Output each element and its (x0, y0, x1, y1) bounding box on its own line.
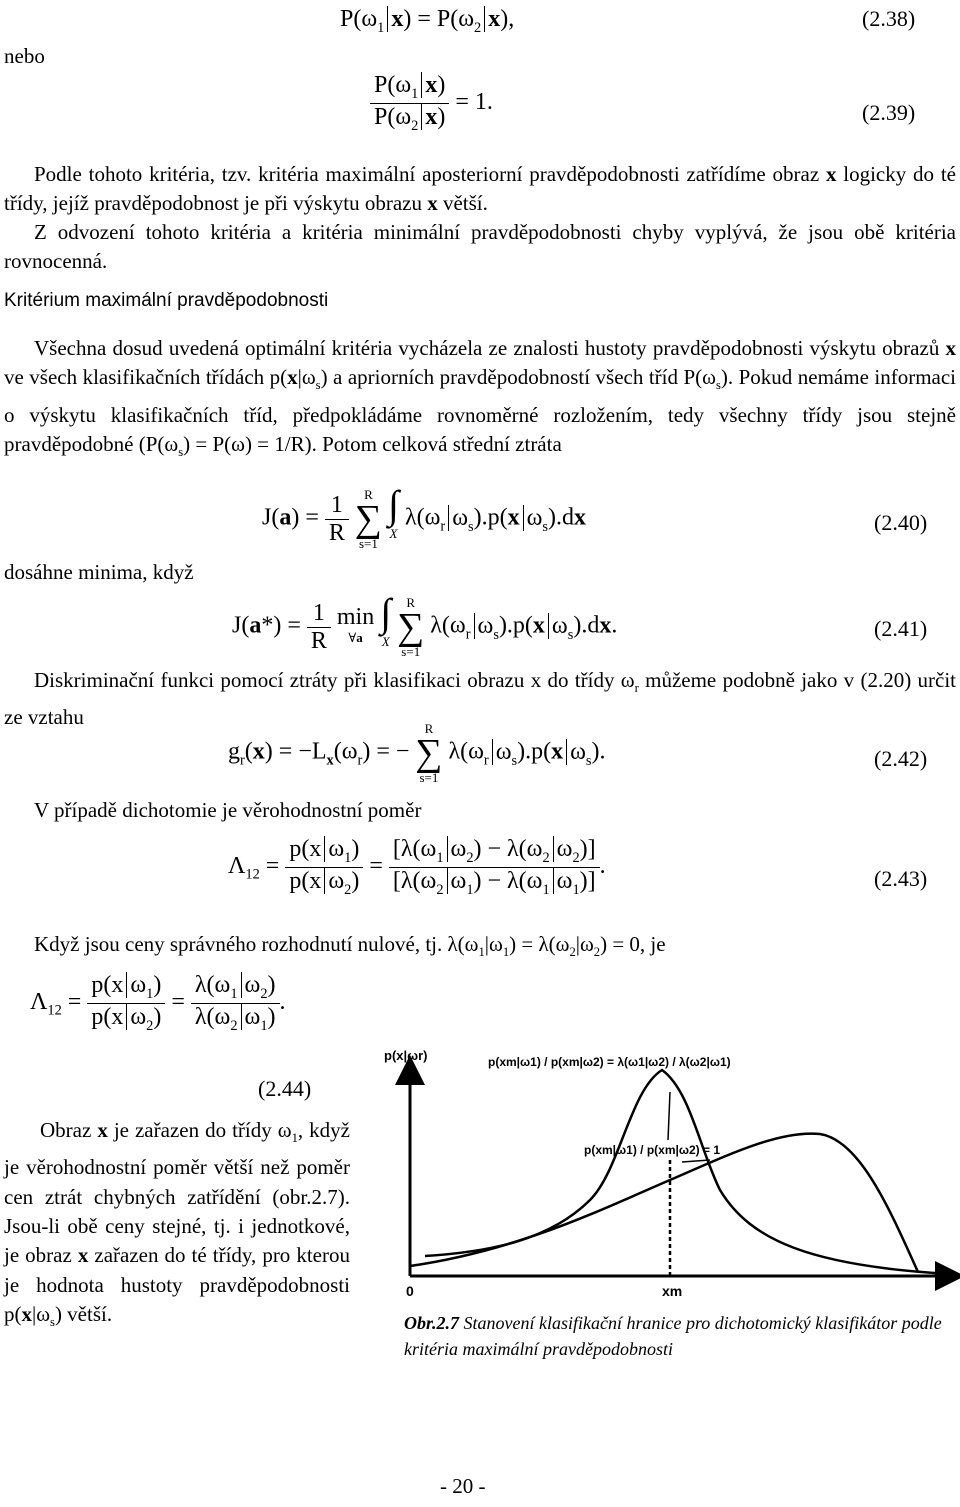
between-text: dosáhne minima, když (4, 560, 194, 584)
figure-y-label: p(x|ωr) (384, 1048, 428, 1063)
paragraph-decision: Obraz x je zařazen do třídy $\omega_1$, když je věrohodnostní poměr větší než poměr cen ztrát chybných zatřídění (obr.2.7). Jsou-li obě ceny stejné, tj. i jednotkové, je obraz x zařazen do té třídy, pro kterou je hodnota hustoty pravděpodobnosti $p(x|\omega_s)$ větší. (4, 1118, 350, 1330)
figure-ratio-top: p(xm|ω1) / p(xm|ω2) = λ(ω1|ω2) / λ(ω2|ω1) (488, 1055, 731, 1069)
equation-2-38: $P(\omega_1$ $x) = P(\omega_2$ x), (340, 6, 515, 36)
equation-number-2-39: (2.39) (862, 100, 916, 125)
figure-caption (404, 1310, 944, 1362)
paragraph-equivalence: Z odvození tohoto kritéria a kritéria minimální pravděpodobnosti chyby vyplývá, že jsou obě kritéria rovnocenná. (4, 220, 956, 274)
figure-caption-text: Stanovení klasifikační hranice pro dichotomický klasifikátor podle kritéria maximální pravděpodobnosti (404, 1313, 942, 1359)
paragraph-map-criterion: Podle tohoto kritéria, tzv. kritéria maximální aposteriorní pravděpodobnosti zatřídíme obraz x logicky do té třídy, jejíž pravděpodobnost je při výskytu obrazu x větší. (4, 162, 956, 216)
equation-2-44: $\Lambda_{12}$ = $\frac{p(x \omega_1)}{p(x \omega_2)}$ = $\frac{\lambda(\omega_1 \omega_2)}{\lambda(\omega_2 \omega_1)}$ . (30, 972, 286, 1034)
nebo-label: nebo (4, 44, 45, 68)
equation-2-39: $\frac{P(\omega_1 x)}{P(\omega_2 x)}$ = 1. (370, 72, 493, 135)
figure-origin: 0 (406, 1283, 414, 1299)
equation-number-2-44: (2.44) (258, 1076, 312, 1101)
figure-2-7 (370, 1030, 960, 1300)
equation-2-40: J(a) = $\frac{1}{R}$ R ∑ s=1 ∫ X $\lambda(\omega_r$ $\omega_s).p(x$ $\omega_s).dx$ (262, 481, 586, 551)
equation-number-2-43: (2.43) (874, 866, 928, 891)
equation-2-41: J(a*) = $\frac{1}{R}$ min ∀a ∫ X R ∑ s=1 $\lambda(\omega_r$ $\omega_s).p(x$ $\omega_s).dx$. (232, 589, 618, 659)
paragraph-max-likelihood: Všechna dosud uvedená optimální kritéria vycházela ze znalosti hustoty pravděpodobnosti výskytu obrazů x ve všech klasifikačních třídách $p(x|\omega_s)$ a apriorních pravděpodobností všech tříd $P(\omega_s)$. Pokud nemáme informaci o výskytu klasifikačních tříd, předpokládáme rovnoměrné rozložením, tedy všechny třídy jsou stejně pravděpodobné $(P(\omega_s) = P(\omega) = 1/R)$. Potom celková střední ztráta (4, 336, 957, 460)
equation-number-2-42: (2.42) (874, 746, 928, 771)
figure-xm-label: xm (662, 1283, 683, 1299)
equation-number-2-41: (2.41) (874, 616, 928, 641)
paragraph-zero-costs: Když jsou ceny správného rozhodnutí nulové, tj. $\lambda(\omega_1|\omega_1) = \lambda(\omega_2|\omega_2) = 0$, je (34, 932, 666, 960)
figure-ratio-bottom: p(xm|ω1) / p(xm|ω2) = 1 (584, 1143, 721, 1157)
equation-2-43: $\Lambda_{12}$ = $\frac{p(x \omega_1)}{p(x \omega_2)}$ = $\frac{[\lambda(\omega_1 \omega_2) - \lambda(\omega_2 \omega_2)]}{[\lambda(\omega_2 \omega_1) - \lambda(\omega_1 \omega_1)]}$ . (228, 836, 606, 898)
figure-caption-label: Obr.2.7 (404, 1313, 460, 1333)
section-heading: Kritérium maximální pravděpodobnosti (4, 290, 329, 311)
paragraph-dichotomy: V případě dichotomie je věrohodnostní poměr (34, 798, 422, 822)
equation-number-2-38: (2.38) (862, 6, 916, 31)
equation-2-42: $g_r(x) = -L_x(\omega_r)$ = − R ∑ s=1 $\lambda(\omega_r$ $\omega_s).p(x$ $\omega_s$). (228, 721, 606, 785)
paragraph-discriminant: Diskriminační funkci pomocí ztráty při klasifikaci obrazu x do třídy $\omega_r$ můžeme podobně jako v (2.20) určit ze vztahu (4, 668, 957, 730)
page-number: - 20 - (440, 1474, 486, 1498)
equation-number-2-40: (2.40) (874, 510, 928, 535)
